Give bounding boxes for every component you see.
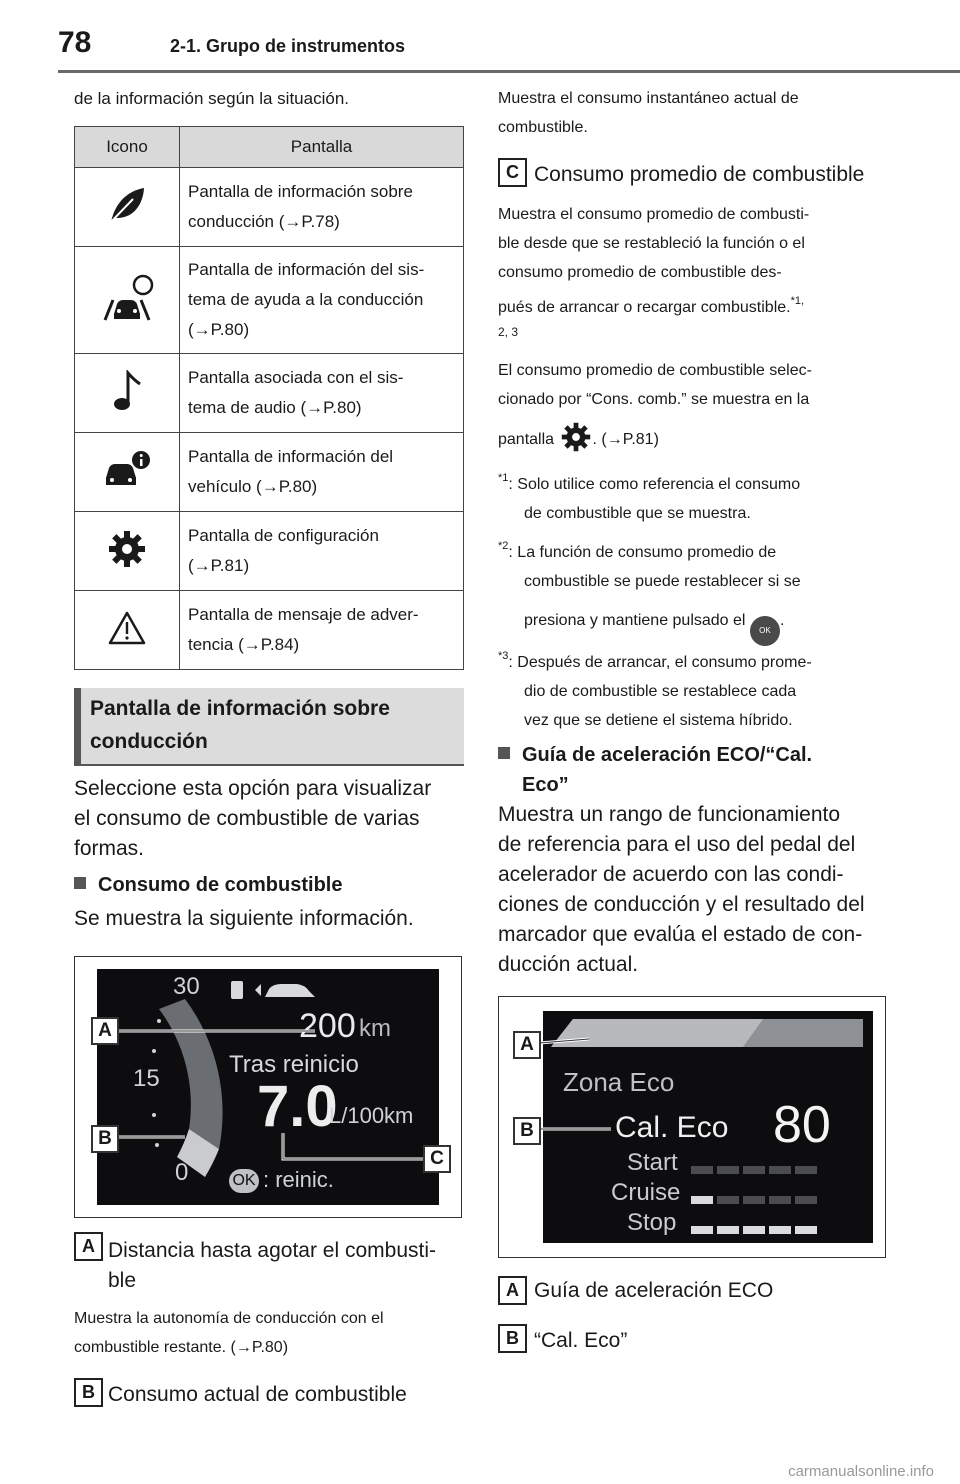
gear-icon	[108, 530, 146, 568]
icon-table	[74, 126, 464, 670]
section-title: conducción	[90, 730, 208, 753]
label-a: A	[74, 1232, 103, 1261]
header-divider	[58, 70, 960, 73]
driving-assist-icon	[97, 274, 157, 322]
gauge-tick-0: 0	[175, 1159, 189, 1186]
item-a-title: Guía de aceleración ECO	[534, 1279, 774, 1302]
watermark: carmanualsonline.info	[788, 1463, 934, 1480]
table-row	[75, 433, 464, 512]
row-text: Pantalla asociada con el sis-	[188, 368, 404, 387]
gauge-tick-15: 15	[133, 1065, 160, 1092]
gear-icon	[561, 422, 591, 452]
label-b-box	[498, 1324, 527, 1353]
vehicle-info-icon	[103, 450, 151, 490]
callout-a: A	[91, 1017, 119, 1045]
table-header-icon: Icono	[75, 127, 180, 168]
shown-text: Se muestra la siguiente información.	[74, 907, 414, 930]
chapter-title: 2-1. Grupo de instrumentos	[170, 36, 406, 56]
after-reset-label: Tras reinicio	[229, 1051, 359, 1078]
label-c-box	[498, 158, 527, 187]
desc-line: combustible restante. (→P.80)	[74, 1339, 289, 1356]
eco-guide-figure	[498, 996, 886, 1258]
eco-guide-paragraph	[498, 800, 898, 980]
section-divider	[74, 764, 464, 766]
bullet-text: Guía de aceleración ECO/“Cal.	[522, 744, 813, 766]
desc-line: . (→P.81)	[592, 431, 659, 448]
desc-line: pués de arrancar o recargar combustible.	[498, 299, 791, 316]
row-text: Pantalla de información sobre	[188, 182, 413, 201]
bullet-heading	[498, 740, 812, 800]
footnote-mark: *2	[498, 540, 509, 552]
footnote-ref-cont: 2, 3	[498, 325, 519, 339]
footnote-ref: *1,	[790, 295, 805, 307]
eco-score-value: 80	[773, 1096, 831, 1154]
row-text: vehículo (→P.80)	[188, 477, 318, 496]
callout-c: C	[423, 1145, 451, 1173]
row-text: tema de audio (→P.80)	[188, 398, 362, 417]
footnote-line: vez que se detiene el sistema híbrido.	[524, 712, 793, 729]
footnote-2: $^{*2}$: La función de consumo promedio de combustible se puede restablecer si se presiona y mantiene pulsado el OK.	[498, 532, 888, 646]
row-text: (→P.80)	[188, 320, 250, 339]
desc-line: ble desde que se restableció la función o el	[498, 235, 805, 252]
distance-unit: km	[359, 1015, 391, 1042]
footnote-mark: *3	[498, 650, 509, 662]
page-number: 78	[58, 26, 92, 59]
footnote-line: presiona y mantiene pulsado el	[524, 612, 746, 629]
distance-value: 200	[299, 1007, 356, 1045]
desc-line: Muestra el consumo instantáneo actual de	[498, 90, 799, 107]
warning-icon	[107, 610, 147, 646]
start-label: Start	[627, 1149, 678, 1176]
callout-lines	[75, 957, 461, 1217]
row-text: Pantalla de mensaje de adver-	[188, 605, 419, 624]
footnote-line: La función de consumo promedio de	[517, 544, 777, 561]
bullet-text: Eco”	[522, 774, 569, 796]
cruise-label: Cruise	[611, 1179, 681, 1206]
label-a-box	[498, 1276, 527, 1305]
desc-line: El consumo promedio de combustible selec-	[498, 362, 812, 379]
label-c: C	[498, 158, 527, 187]
callout-b: B	[91, 1125, 119, 1153]
title-line: ble	[108, 1269, 137, 1292]
callout-a: A	[513, 1031, 541, 1059]
desc-line: consumo promedio de combustible des-	[498, 264, 782, 281]
average-consumption-value: 7.0	[257, 1074, 338, 1139]
intro-text: de la información según la situación.	[74, 89, 349, 108]
footnote-line: Solo utilice como referencia el consumo	[517, 476, 801, 493]
table-row	[75, 354, 464, 433]
row-text: Pantalla de información del sis-	[188, 260, 425, 279]
table-header-screen: Pantalla	[180, 127, 464, 168]
music-note-icon	[112, 370, 142, 412]
fuel-consumption-figure	[74, 956, 462, 1218]
table-row	[75, 168, 464, 247]
desc-line: combustible.	[498, 119, 588, 136]
footnote-line: de combustible que se muestra.	[524, 505, 751, 522]
paragraph-line: ducción actual.	[498, 953, 639, 976]
paragraph-line: acelerador de acuerdo con las condi-	[498, 863, 844, 886]
footnote-line: Después de arrancar, el consumo prome-	[517, 654, 812, 671]
reset-hint: : reinic.	[263, 1167, 334, 1192]
label-a-box	[74, 1232, 103, 1261]
paragraph-line: Muestra un rango de funcionamiento	[498, 803, 841, 826]
item-a-title	[108, 1236, 436, 1296]
paragraph-line: ciones de conducción y el resultado del	[498, 893, 865, 916]
title-line: Distancia hasta agotar el combusti-	[108, 1239, 436, 1262]
gauge-tick-30: 30	[173, 973, 200, 1000]
table-row	[75, 591, 464, 670]
desc-line: cionado por “Cons. comb.” se muestra en la	[498, 391, 810, 408]
item-b-title: Consumo actual de combustible	[108, 1383, 407, 1406]
paragraph-line: el consumo de combustible de varias	[74, 807, 420, 830]
label-b: B	[74, 1378, 103, 1407]
footnote-1: $^{*1}$: Solo utilice como referencia el consumo de combustible que se muestra.	[498, 464, 888, 528]
desc-line: pantalla	[498, 431, 555, 448]
section-paragraph	[74, 774, 464, 864]
item-c-description	[498, 200, 898, 342]
desc-line: Muestra el consumo promedio de combusti-	[498, 206, 810, 223]
paragraph-line: marcador que evalúa el estado de con-	[498, 923, 863, 946]
bullet-text: Consumo de combustible	[98, 874, 343, 896]
eco-score-label: Cal. Eco	[615, 1111, 729, 1144]
bullet-square-icon	[498, 747, 510, 759]
footnote-line: dio de combustible se restablece cada	[524, 683, 797, 700]
paragraph-line: formas.	[74, 837, 145, 860]
table-row	[75, 247, 464, 354]
label-b-box	[74, 1378, 103, 1407]
row-text: conducción (→P.78)	[188, 212, 340, 231]
row-text: tencia (→P.84)	[188, 635, 300, 654]
section-accent-bar	[74, 688, 81, 764]
item-b-description	[498, 84, 799, 142]
consumption-unit: L/100km	[329, 1103, 414, 1128]
selected-consumption-text	[498, 356, 898, 454]
leaf-icon	[107, 185, 147, 225]
footnote-line: combustible se puede restablecer si se	[524, 573, 801, 590]
bullet-heading	[74, 874, 342, 897]
footnote-3: $^{*3}$: Después de arrancar, el consumo prome- dio de combustible se restablece cada vez que se detiene el sistema híbrido.	[498, 642, 888, 735]
section-heading	[74, 688, 464, 764]
footnote-mark: *1	[498, 472, 509, 484]
section-title: Pantalla de información sobre	[90, 697, 390, 720]
eco-zone-label: Zona Eco	[563, 1067, 675, 1097]
label-b: B	[498, 1324, 527, 1353]
item-a-description	[74, 1304, 384, 1362]
row-text: Pantalla de configuración	[188, 526, 379, 545]
table-row	[75, 512, 464, 591]
row-text: (→P.81)	[188, 556, 250, 575]
ok-button-icon: OK	[229, 1169, 259, 1193]
stop-label: Stop	[627, 1209, 677, 1236]
label-a: A	[498, 1276, 527, 1305]
paragraph-line: de referencia para el uso del pedal del	[498, 833, 856, 856]
ok-button-icon: OK	[750, 616, 780, 646]
row-text: Pantalla de información del	[188, 447, 394, 466]
item-b-title: “Cal. Eco”	[534, 1329, 628, 1352]
callout-lines	[499, 997, 885, 1257]
row-text: tema de ayuda a la conducción	[188, 290, 424, 309]
item-c-title: Consumo promedio de combustible	[534, 163, 865, 186]
callout-b: B	[513, 1117, 541, 1145]
paragraph-line: Seleccione esta opción para visualizar	[74, 777, 432, 800]
desc-line: Muestra la autonomía de conducción con el	[74, 1310, 384, 1327]
bullet-square-icon	[74, 877, 86, 889]
